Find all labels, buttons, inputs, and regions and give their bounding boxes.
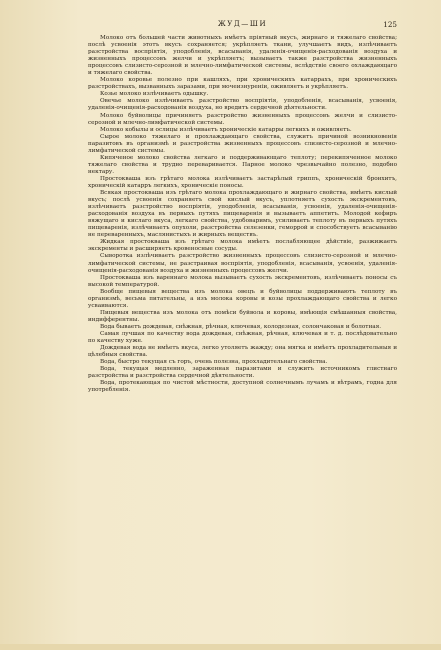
paragraph: Пищевыя вещества изъ молока отъ помѣси буйвола и коровы, имѣющія смѣшанныя свойства, индифферентны.	[88, 309, 397, 323]
paragraph: Молоко буйволицы причиняетъ разстройство жизненныхъ процессовъ желчи и слизисто-серозной и млечно-лимфатической системы.	[88, 112, 397, 126]
paragraph: Овечье молоко излѣчиваетъ разстройство воспріятія, уподобленія, всасыванія, усвоенія, удаленія-очищенія-расходованія воздуха, но вредитъ сердечной дѣятельности.	[88, 98, 397, 112]
paragraph: Простокваша изъ грѣтаго молока излѣчиваетъ застарѣлый гриппъ, хроническій бронхитъ, хроническій катарръ легкихъ, хроническіе поносы.	[88, 175, 397, 189]
paragraph: Кипяченое молоко свойства легкаго и поддерживающаго теплоту; перекипяченное молоко тяжелаго свойства и трудно переваривается. Парное молоко чрезвычайно полезно, подобно нектару.	[88, 154, 397, 175]
paragraph: Сыворотка излѣчиваетъ разстройство жизненныхъ процессовъ слизисто-серозной и млечно-лимфатической системы, не разстраивая воспріятія, уподобленія, всасыванія, усвоенія, удаленія-очищенія-расходованія воздуха и жизненныхъ процессовъ желчи.	[88, 253, 397, 274]
paragraph: Молоко коровье полезно при кашляхъ, при хроническихъ катаррахъ, при хроническихъ разстройствахъ, вызванныхъ заразами, при мочеизнуреніи, оживляетъ и укрѣпляетъ.	[88, 77, 397, 91]
paragraph: Сырое молоко тяжелаго и прохлаждающаго свойства, служитъ причиной возникновенія паразитовъ въ организмѣ и разстройства жизненныхъ процессовъ слизисто-серозной и млечно-лимфатической системы.	[88, 133, 397, 154]
paragraph: Простокваша изъ вареннаго молока вызываетъ сухость экскрементовъ, излѣчиваетъ поносы съ высокой температурой.	[88, 274, 397, 288]
page-header	[88, 20, 397, 28]
running-title: ЖУД—ШИ	[217, 20, 268, 28]
paragraph: Всякая простокваша изъ грѣтаго молока прохлаждающаго и жирнаго свойства, имѣетъ кислый вкусъ; послѣ усвоенія сохраняетъ свой кислый вкусъ, уплотняетъ сухость экскрементовъ, излѣчиваетъ разстройство воспріятія, уподобленія, всасыванія, усвоенія, удаленія-очищенія-расходованія воздуха въ первыхъ путяхъ пищеваренія и вызываетъ аппетитъ. Молодой кефиръ вяжущаго и кислаго вкуса, легкаго свойства, удобоваримъ, усиливаетъ теплоту въ первыхъ путяхъ пищеваренія, излѣчиваетъ опухоли, разстройства селезенки, геморрой и способствуетъ всасыванію не переваренныхъ, маслянистыхъ и жирныхъ веществъ.	[88, 190, 397, 239]
paragraph: Вода, быстро текущая съ горъ, очень полезна, прохладительнаго свойства.	[100, 359, 328, 366]
page-number: 125	[383, 20, 397, 29]
paragraph: Вода, текущая медленно, зараженная паразитами и служитъ источникомъ глистнаго разстройства и разстройства сердечной дѣятельности.	[88, 366, 397, 380]
paragraph: Молоко кобылы и ослицы излѣчиваетъ хроническіе катарры легкихъ и оживляетъ.	[100, 126, 352, 133]
paragraph: Молоко отъ большей части животныхъ имѣетъ пріятный вкусъ, жирнаго и тяжелаго свойства; послѣ усвоенія этотъ вкусъ сохраняется; укрѣпляетъ ткани, улучшаетъ видъ, излѣчиваетъ разстройства воспріятія, уподобленія, всасыванія, удаленія-очищенія-расходованія воздуха и жизненныхъ процессовъ желчи и укрѣпляетъ; вызываетъ также разстройства жизненныхъ процессовъ слизисто-серозной и млечно-лимфатической системы, вслѣдствіе своего охлаждающаго и тяжелаго свойства.	[88, 35, 397, 77]
page-body	[88, 35, 397, 394]
paragraph: Самая лучшая по качеству вода дождевая, снѣжная, рѣчная, ключевая и т. д. послѣдовательно по качеству хуже.	[88, 330, 397, 345]
paragraph: Вода бываетъ дождевая, снѣжная, рѣчная, ключевая, колодезная, солончаковая и болотная.	[100, 323, 382, 330]
paragraph: Дождевая вода не имѣетъ вкуса, легко утоляетъ жажду; она мягка и имѣетъ прохладительныя и цѣлебныя свойства.	[88, 345, 397, 359]
page-edge	[0, 644, 441, 650]
paragraph: Жидкая простокваша изъ грѣтаго молока имѣетъ послабляющее дѣйствіе, разжижаетъ экскременты и расширяетъ кровеносные сосуды.	[88, 239, 397, 253]
paragraph: Вообще пищевыя вещества изъ молока овецъ и буйволицы поддерживаютъ теплоту въ организмѣ, весьма питательны, а изъ молока коровы и козы прохлаждающаго свойства и легко усваиваются.	[88, 288, 397, 309]
paragraph: Козье молоко излѣчиваетъ одышку.	[100, 91, 209, 98]
paragraph: Вода, протекающая по чистой мѣстности, доступной солнечнымъ лучамъ и вѣтрамъ, годна для употребленія.	[88, 380, 397, 394]
